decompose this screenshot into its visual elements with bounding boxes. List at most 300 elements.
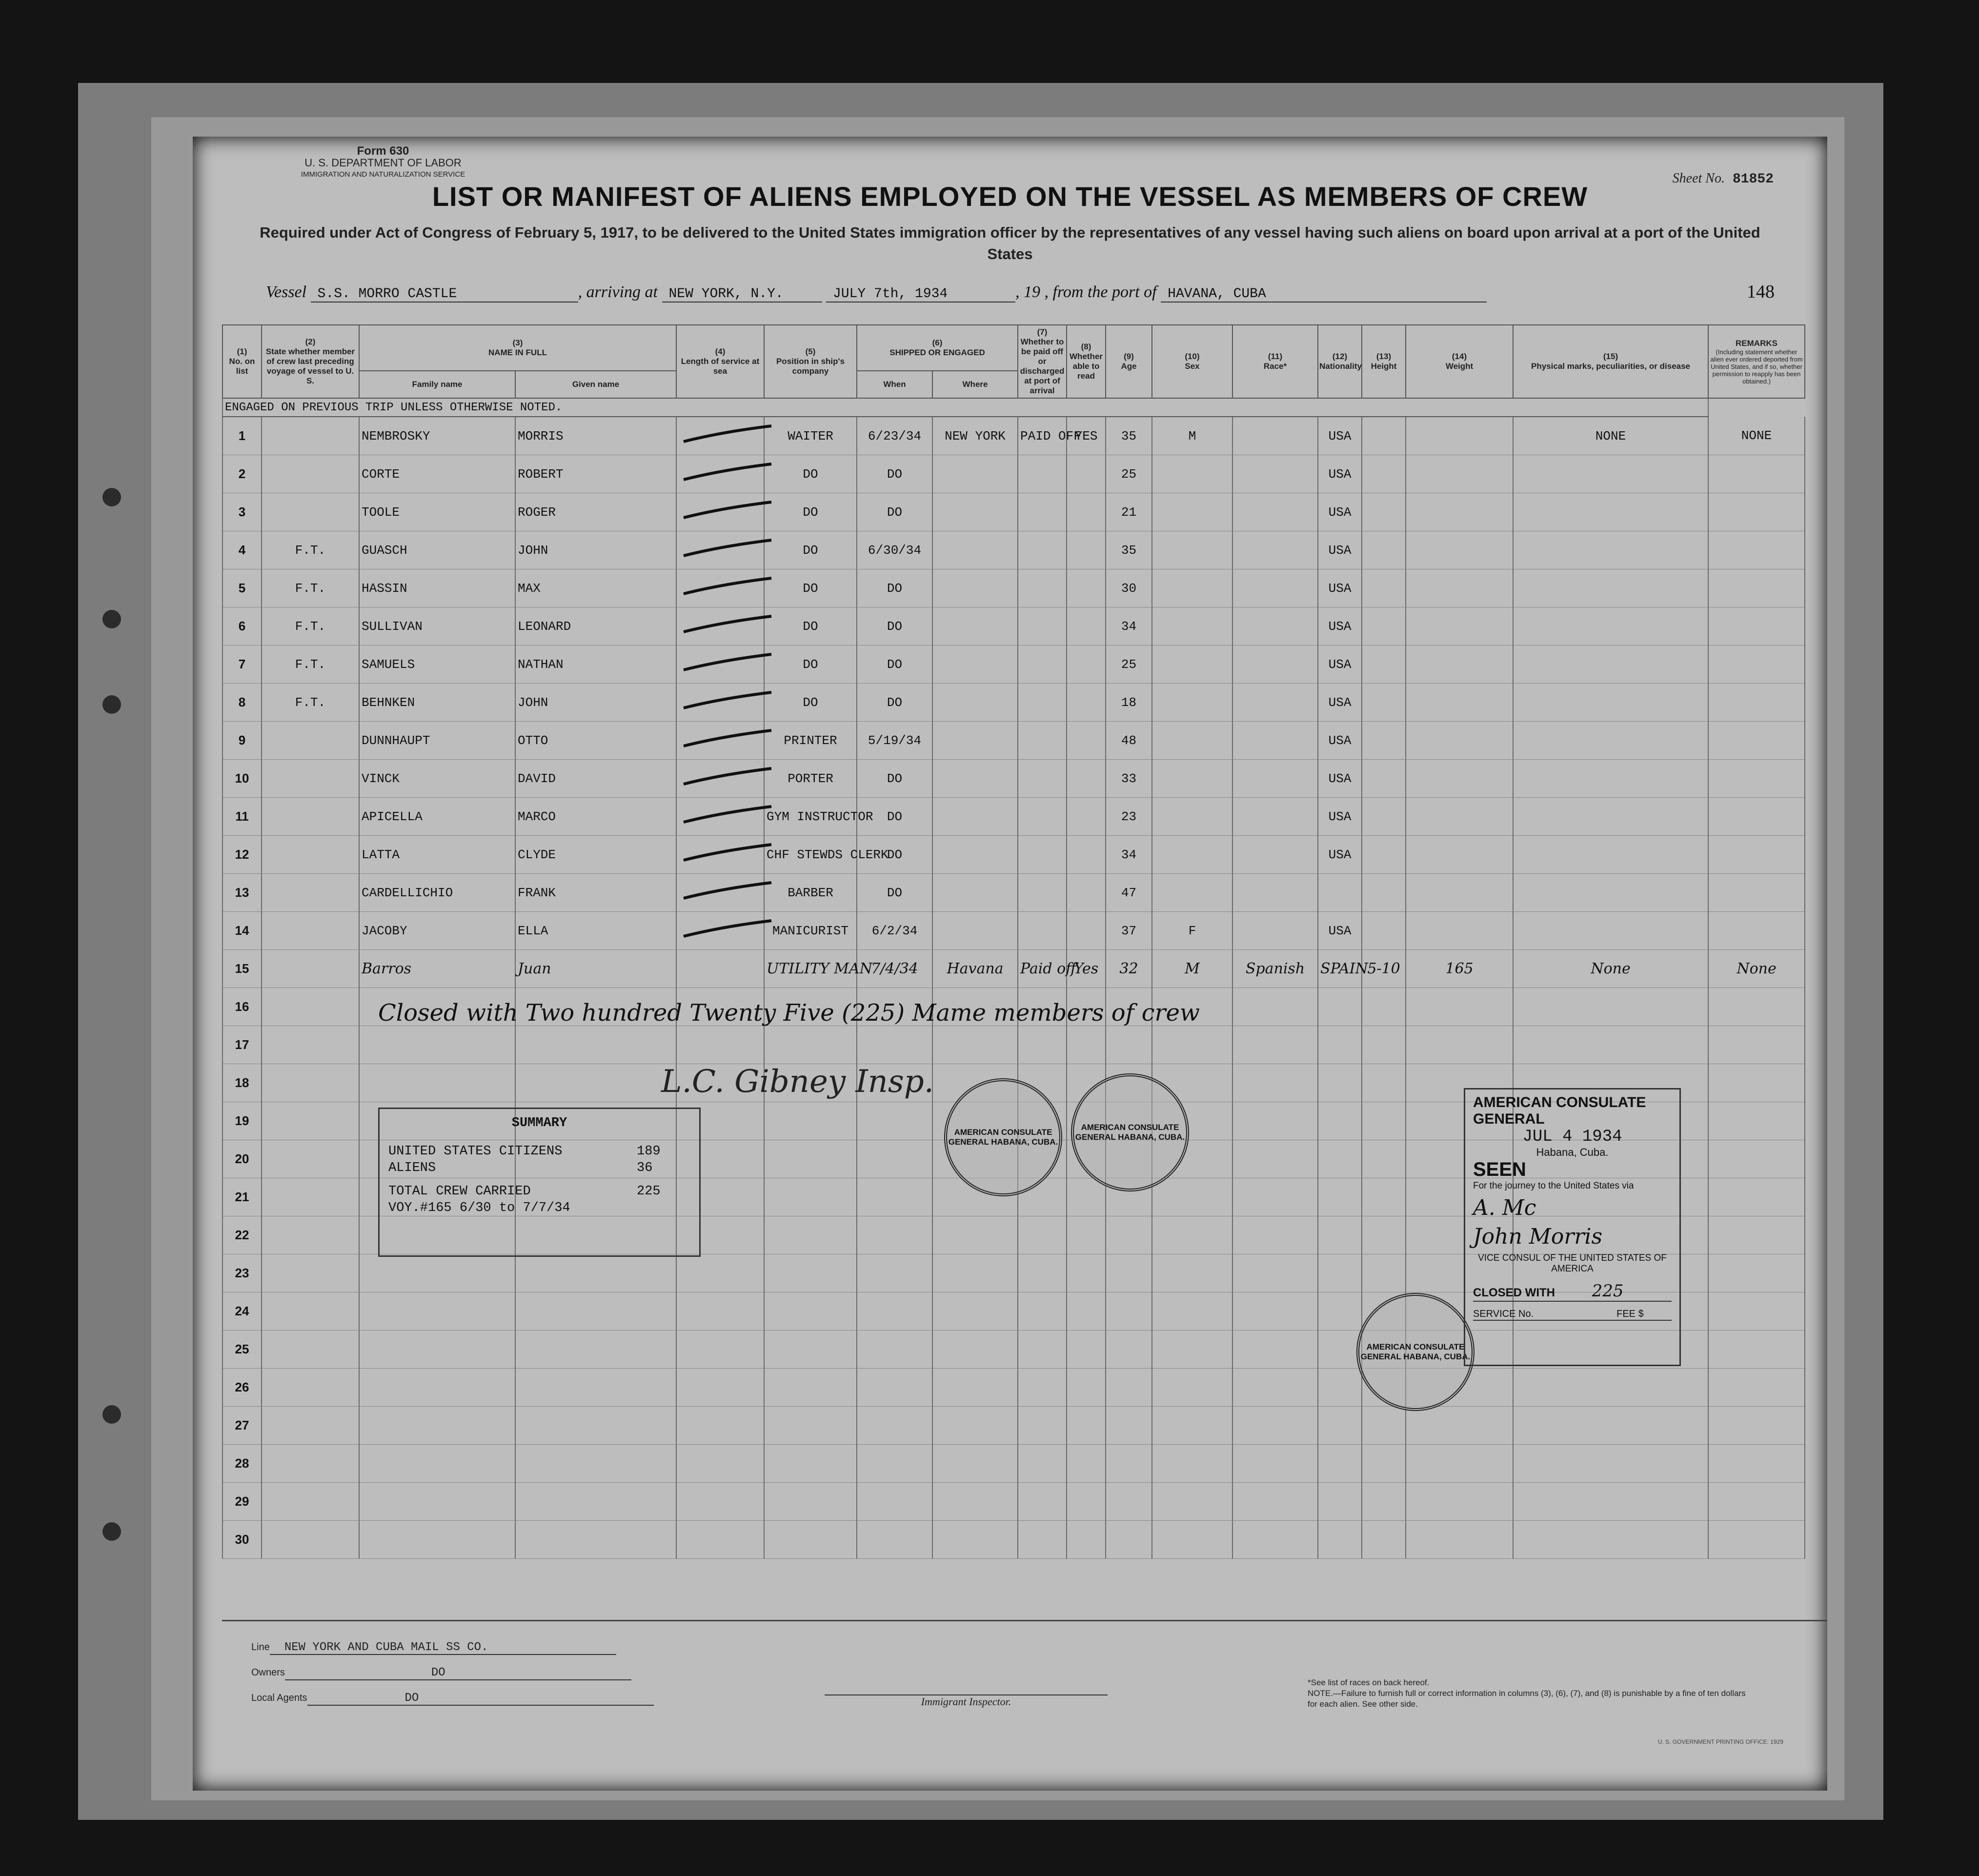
- cell-weight: [1406, 531, 1513, 569]
- cell-sex: [1152, 1216, 1232, 1254]
- cell-sex: F: [1152, 912, 1232, 950]
- cell-n: 2: [222, 455, 262, 493]
- cell-race: [1232, 1026, 1318, 1064]
- cell-position: [764, 1292, 857, 1331]
- cell-remarks: [1708, 1407, 1805, 1445]
- cell-state: [262, 1102, 359, 1140]
- summary-box: [378, 1108, 701, 1257]
- cell-remarks: [1708, 1216, 1805, 1254]
- seen-label: SEEN: [1473, 1159, 1526, 1180]
- col-remarks-header: REMARKS (Including statement whether alien ever ordered deported from United States, and if so, whether permission to reapply has been obtained.): [1708, 325, 1805, 398]
- printer-mark: U. S. GOVERNMENT PRINTING OFFICE: 1929: [1657, 1738, 1783, 1745]
- table-row: [222, 912, 1805, 950]
- summary-us-row: UNITED STATES CITIZENS 189: [388, 1144, 661, 1159]
- cell-marks: [1513, 455, 1708, 493]
- cell-paid: [1018, 569, 1067, 607]
- cell-paid: [1018, 684, 1067, 722]
- cell-family: JACOBY: [359, 912, 515, 950]
- cell-position: [764, 1331, 857, 1369]
- journey-text: For the journey to the United States via: [1473, 1181, 1634, 1191]
- cell-height: [1362, 1521, 1406, 1559]
- cell-n: 15: [222, 950, 262, 988]
- cell-age: 37: [1106, 912, 1152, 950]
- manifest-sheet: [193, 137, 1827, 1791]
- punch-hole-icon: [102, 1522, 121, 1541]
- cell-remarks: [1708, 1369, 1805, 1407]
- cell-when: 6/2/34: [857, 912, 932, 950]
- cell-age: 23: [1106, 798, 1152, 836]
- cell-age: [1106, 1292, 1152, 1331]
- consulate-date: JUL 4 1934: [1522, 1128, 1622, 1146]
- form-subtitle: Required under Act of Congress of February 5, 1917, to be delivered to the United States immigration officer by the representatives of any vessel having such aliens on board upon arrival at a port of the United States: [260, 224, 1760, 262]
- cell-remarks: [1708, 493, 1805, 531]
- cell-state: [262, 912, 359, 950]
- cell-height: [1362, 1216, 1406, 1254]
- cell-nat: [1318, 1216, 1362, 1254]
- cell-paid: [1018, 1369, 1067, 1407]
- cell-read: [1067, 1483, 1106, 1521]
- cell-n: 28: [222, 1445, 262, 1483]
- cell-height: [1362, 912, 1406, 950]
- cell-when: [857, 1178, 932, 1216]
- cell-family: TOOLE: [359, 493, 515, 531]
- cell-n: 29: [222, 1483, 262, 1521]
- cell-given: [515, 1445, 676, 1483]
- col-paid-header: (7) Whether to be paid off or discharged at port of arrival: [1018, 325, 1067, 398]
- cell-read: [1067, 1445, 1106, 1483]
- cell-race: [1232, 684, 1318, 722]
- cell-sex: [1152, 607, 1232, 646]
- cell-height: [1362, 874, 1406, 912]
- cell-when: [857, 1026, 932, 1064]
- cell-nat: [1318, 1254, 1362, 1292]
- cell-race: [1232, 1178, 1318, 1216]
- cell-state: [262, 1521, 359, 1559]
- cell-position: [764, 1216, 857, 1254]
- cell-paid: [1018, 455, 1067, 493]
- punch-hole-icon: [102, 488, 121, 506]
- cell-family: Barros: [359, 950, 515, 988]
- cell-position: [764, 1140, 857, 1178]
- cell-race: [1232, 1445, 1318, 1483]
- cell-read: [1067, 1254, 1106, 1292]
- cell-weight: [1406, 646, 1513, 684]
- summary-heading: SUMMARY: [511, 1116, 567, 1130]
- service: IMMIGRATION AND NATURALIZATION SERVICE: [301, 170, 465, 179]
- cell-height: [1362, 988, 1406, 1026]
- table-row: [222, 417, 1805, 455]
- cell-race: [1232, 1254, 1318, 1292]
- check-stroke-icon: [679, 879, 776, 903]
- cell-given: MARCO: [515, 798, 676, 836]
- cell-state: F.T.: [262, 569, 359, 607]
- cell-n: 9: [222, 722, 262, 760]
- cell-remarks: NONE: [1708, 417, 1805, 455]
- cell-marks: [1513, 531, 1708, 569]
- cell-sex: [1152, 836, 1232, 874]
- cell-age: 33: [1106, 760, 1152, 798]
- cell-given: [515, 1407, 676, 1445]
- cell-position: DO: [764, 493, 857, 531]
- cell-state: [262, 1483, 359, 1521]
- cell-state: [262, 1369, 359, 1407]
- cell-sex: [1152, 1407, 1232, 1445]
- check-stroke-icon: [679, 650, 776, 675]
- service-line: SERVICE No. FEE $: [1473, 1309, 1672, 1321]
- cell-position: [764, 1483, 857, 1521]
- cell-position: MANICURIST: [764, 912, 857, 950]
- cell-family: [359, 1064, 515, 1102]
- cell-remarks: [1708, 1178, 1805, 1216]
- arrival-date: JULY 7th, 1934: [826, 286, 1015, 303]
- cell-when: DO: [857, 455, 932, 493]
- cell-state: [262, 874, 359, 912]
- cell-race: Spanish: [1232, 950, 1318, 988]
- cell-service: [676, 455, 764, 493]
- cell-given: ROGER: [515, 493, 676, 531]
- cell-age: 47: [1106, 874, 1152, 912]
- col-service-header: (4) Length of service at sea: [676, 325, 764, 398]
- cell-nat: SPAIN: [1318, 950, 1362, 988]
- col-sex-header: (10) Sex: [1152, 325, 1232, 398]
- consulate-name: AMERICAN CONSULATE GENERAL: [1473, 1094, 1646, 1127]
- cell-read: [1067, 607, 1106, 646]
- from-label: , from the port of: [1044, 283, 1157, 301]
- cell-when: DO: [857, 607, 932, 646]
- sheet-label: Sheet No.: [1672, 171, 1725, 186]
- cell-position: DO: [764, 531, 857, 569]
- cell-nat: USA: [1318, 569, 1362, 607]
- summary-aliens-row: ALIENS 36: [388, 1161, 653, 1175]
- cell-read: YES: [1067, 417, 1106, 455]
- cell-when: [857, 1521, 932, 1559]
- cell-position: [764, 1178, 857, 1216]
- table-row: [222, 760, 1805, 798]
- cell-race: [1232, 1331, 1318, 1369]
- cell-n: 13: [222, 874, 262, 912]
- cell-state: [262, 760, 359, 798]
- cell-n: 21: [222, 1178, 262, 1216]
- cell-height: [1362, 1140, 1406, 1178]
- penalty-note: NOTE.—Failure to furnish full or correct information in columns (3), (6), (7), and (8) is punishable by a fine of ten dollars for each alien. See other side.: [1308, 1689, 1746, 1709]
- cell-marks: [1513, 646, 1708, 684]
- cell-service: [676, 950, 764, 988]
- cell-remarks: [1708, 569, 1805, 607]
- cell-height: [1362, 417, 1406, 455]
- cell-nat: [1318, 1064, 1362, 1102]
- cell-position: [764, 1407, 857, 1445]
- cell-height: [1362, 531, 1406, 569]
- cell-read: [1067, 455, 1106, 493]
- cell-age: 32: [1106, 950, 1152, 988]
- cell-when: [857, 1292, 932, 1331]
- cell-state: [262, 1254, 359, 1292]
- cell-paid: [1018, 1483, 1067, 1521]
- consulate-seal-stamp: AMERICAN CONSULATE GENERAL HABANA, CUBA.: [1071, 1073, 1189, 1191]
- cell-weight: [1406, 1026, 1513, 1064]
- cell-remarks: [1708, 722, 1805, 760]
- cell-remarks: [1708, 1140, 1805, 1178]
- cell-height: [1362, 798, 1406, 836]
- cell-when: DO: [857, 684, 932, 722]
- col-given-header: Given name: [515, 371, 676, 398]
- inspector-line: Immigrant Inspector.: [825, 1694, 1108, 1708]
- cell-height: [1362, 1445, 1406, 1483]
- cell-where: [932, 493, 1018, 531]
- cell-when: DO: [857, 646, 932, 684]
- cell-height: [1362, 607, 1406, 646]
- vessel-line: [266, 283, 1487, 303]
- cell-when: 5/19/34: [857, 722, 932, 760]
- cell-sex: [1152, 531, 1232, 569]
- cell-service: [676, 531, 764, 569]
- cell-read: [1067, 912, 1106, 950]
- cell-remarks: None: [1708, 950, 1805, 988]
- table-row: [222, 1026, 1805, 1064]
- cell-sex: [1152, 569, 1232, 607]
- cell-read: [1067, 493, 1106, 531]
- table-row: [222, 1407, 1805, 1445]
- cell-given: [515, 1483, 676, 1521]
- cell-sex: [1152, 1254, 1232, 1292]
- col-marks-header: (15) Physical marks, peculiarities, or disease: [1513, 325, 1708, 398]
- cell-family: VINCK: [359, 760, 515, 798]
- check-stroke-icon: [679, 765, 776, 789]
- cell-position: DO: [764, 684, 857, 722]
- cell-service: [676, 1254, 764, 1292]
- cell-when: DO: [857, 798, 932, 836]
- cell-position: PRINTER: [764, 722, 857, 760]
- cell-sex: [1152, 684, 1232, 722]
- cell-read: [1067, 1407, 1106, 1445]
- cell-where: [932, 1407, 1018, 1445]
- cell-when: [857, 1254, 932, 1292]
- cell-when: [857, 1445, 932, 1483]
- cell-when: [857, 1140, 932, 1178]
- cell-weight: 165: [1406, 950, 1513, 988]
- cell-sex: [1152, 1521, 1232, 1559]
- cell-service: [676, 1521, 764, 1559]
- col-age-header: (9) Age: [1106, 325, 1152, 398]
- cell-service: [676, 417, 764, 455]
- cell-given: LEONARD: [515, 607, 676, 646]
- cell-race: [1232, 455, 1318, 493]
- cell-age: [1106, 1369, 1152, 1407]
- cell-marks: NONE: [1513, 417, 1708, 455]
- cell-family: [359, 1521, 515, 1559]
- cell-family: APICELLA: [359, 798, 515, 836]
- cell-service: [676, 1292, 764, 1331]
- table-row: [222, 874, 1805, 912]
- cell-nat: [1318, 1483, 1362, 1521]
- cell-nat: [1318, 1178, 1362, 1216]
- cell-marks: [1513, 1026, 1708, 1064]
- engaged-note: ENGAGED ON PREVIOUS TRIP UNLESS OTHERWISE NOTED.: [222, 398, 1708, 417]
- cell-n: 26: [222, 1369, 262, 1407]
- cell-family: CARDELLICHIO: [359, 874, 515, 912]
- cell-marks: [1513, 988, 1708, 1026]
- col-state-header: (2) State whether member of crew last preceding voyage of vessel to U. S.: [262, 325, 359, 398]
- table-row: [222, 950, 1805, 988]
- cell-read: [1067, 760, 1106, 798]
- cell-family: BEHNKEN: [359, 684, 515, 722]
- cell-nat: USA: [1318, 646, 1362, 684]
- punch-hole-icon: [102, 610, 121, 628]
- cell-age: [1106, 1216, 1152, 1254]
- cell-weight: [1406, 722, 1513, 760]
- sheet-value: 81852: [1732, 172, 1774, 187]
- cell-position: GYM INSTRUCTOR: [764, 798, 857, 836]
- cell-read: [1067, 1178, 1106, 1216]
- vessel-name: S.S. MORRO CASTLE: [311, 286, 578, 303]
- closed-with-line: CLOSED WITH 225: [1473, 1281, 1672, 1302]
- cell-nat: USA: [1318, 417, 1362, 455]
- cell-given: [515, 1521, 676, 1559]
- cell-height: [1362, 760, 1406, 798]
- cell-service: [676, 760, 764, 798]
- cell-marks: [1513, 1483, 1708, 1521]
- cell-nat: USA: [1318, 912, 1362, 950]
- cell-height: [1362, 1102, 1406, 1140]
- cell-paid: [1018, 1521, 1067, 1559]
- cell-given: [515, 1369, 676, 1407]
- table-row: [222, 607, 1805, 646]
- cell-when: [857, 1407, 932, 1445]
- cell-read: [1067, 531, 1106, 569]
- vice-consul-text: VICE CONSUL OF THE UNITED STATES OF AMERICA: [1478, 1253, 1667, 1274]
- table-row: [222, 836, 1805, 874]
- cell-n: 22: [222, 1216, 262, 1254]
- cell-remarks: [1708, 836, 1805, 874]
- cell-state: [262, 1064, 359, 1102]
- cell-where: [932, 531, 1018, 569]
- cell-state: F.T.: [262, 607, 359, 646]
- cell-n: 4: [222, 531, 262, 569]
- check-stroke-icon: [679, 574, 776, 599]
- cell-nat: USA: [1318, 684, 1362, 722]
- check-stroke-icon: [679, 498, 776, 523]
- cell-race: [1232, 646, 1318, 684]
- cell-height: [1362, 836, 1406, 874]
- cell-when: DO: [857, 760, 932, 798]
- cell-position: [764, 1445, 857, 1483]
- cell-sex: [1152, 798, 1232, 836]
- cell-height: [1362, 1178, 1406, 1216]
- cell-given: FRANK: [515, 874, 676, 912]
- cell-marks: None: [1513, 950, 1708, 988]
- cell-marks: [1513, 836, 1708, 874]
- cell-read: [1067, 722, 1106, 760]
- cell-weight: [1406, 874, 1513, 912]
- cell-family: [359, 1445, 515, 1483]
- owners-field: Owners DO: [251, 1666, 631, 1680]
- cell-marks: [1513, 1369, 1708, 1407]
- cell-remarks: [1708, 874, 1805, 912]
- cell-sex: [1152, 874, 1232, 912]
- cell-given: [515, 1331, 676, 1369]
- cell-remarks: [1708, 455, 1805, 493]
- cell-n: 3: [222, 493, 262, 531]
- cell-position: BARBER: [764, 874, 857, 912]
- cell-marks: [1513, 1407, 1708, 1445]
- cell-sex: [1152, 1445, 1232, 1483]
- cell-n: 23: [222, 1254, 262, 1292]
- cell-nat: [1318, 1140, 1362, 1178]
- cell-given: ROBERT: [515, 455, 676, 493]
- cell-given: ELLA: [515, 912, 676, 950]
- cell-marks: [1513, 684, 1708, 722]
- cell-age: 35: [1106, 417, 1152, 455]
- cell-nat: USA: [1318, 760, 1362, 798]
- cell-height: [1362, 722, 1406, 760]
- cell-when: [857, 1216, 932, 1254]
- cell-weight: [1406, 1445, 1513, 1483]
- cell-when: DO: [857, 493, 932, 531]
- cell-remarks: [1708, 607, 1805, 646]
- cell-weight: [1406, 1521, 1513, 1559]
- table-row: [222, 722, 1805, 760]
- cell-age: 34: [1106, 836, 1152, 874]
- cell-sex: [1152, 1292, 1232, 1331]
- cell-given: CLYDE: [515, 836, 676, 874]
- col-name-header: (3) NAME IN FULL: [359, 325, 676, 371]
- cell-marks: [1513, 722, 1708, 760]
- cell-marks: [1513, 1521, 1708, 1559]
- check-stroke-icon: [679, 612, 776, 637]
- cell-position: DO: [764, 607, 857, 646]
- cell-family: [359, 1026, 515, 1064]
- agents-field: Local Agents DO: [251, 1692, 654, 1706]
- col-when-header: When: [857, 371, 932, 398]
- cell-state: [262, 988, 359, 1026]
- cell-given: MAX: [515, 569, 676, 607]
- form-number: Form 630: [357, 144, 409, 158]
- cell-given: MORRIS: [515, 417, 676, 455]
- cell-age: 34: [1106, 607, 1152, 646]
- cell-read: [1067, 836, 1106, 874]
- cell-n: 16: [222, 988, 262, 1026]
- cell-state: [262, 1292, 359, 1331]
- table-body: [222, 398, 1805, 1559]
- cell-when: [857, 1369, 932, 1407]
- cell-where: [932, 760, 1018, 798]
- cell-state: [262, 798, 359, 836]
- cell-given: JOHN: [515, 531, 676, 569]
- consulate-city: Habana, Cuba.: [1536, 1146, 1609, 1158]
- cell-remarks: [1708, 798, 1805, 836]
- cell-n: 27: [222, 1407, 262, 1445]
- cell-remarks: [1708, 988, 1805, 1026]
- table-row: [222, 493, 1805, 531]
- cell-read: [1067, 1292, 1106, 1331]
- cell-nat: [1318, 988, 1362, 1026]
- cell-family: [359, 1483, 515, 1521]
- cell-position: [764, 1521, 857, 1559]
- cell-height: [1362, 1407, 1406, 1445]
- cell-nat: [1318, 1102, 1362, 1140]
- cell-sex: [1152, 1369, 1232, 1407]
- cell-state: [262, 417, 359, 455]
- cell-when: 6/30/34: [857, 531, 932, 569]
- table-row: [222, 455, 1805, 493]
- cell-family: HASSIN: [359, 569, 515, 607]
- cell-given: DAVID: [515, 760, 676, 798]
- cell-family: [359, 1254, 515, 1292]
- cell-remarks: [1708, 1445, 1805, 1483]
- cell-service: [676, 1445, 764, 1483]
- cell-family: CORTE: [359, 455, 515, 493]
- cell-marks: [1513, 493, 1708, 531]
